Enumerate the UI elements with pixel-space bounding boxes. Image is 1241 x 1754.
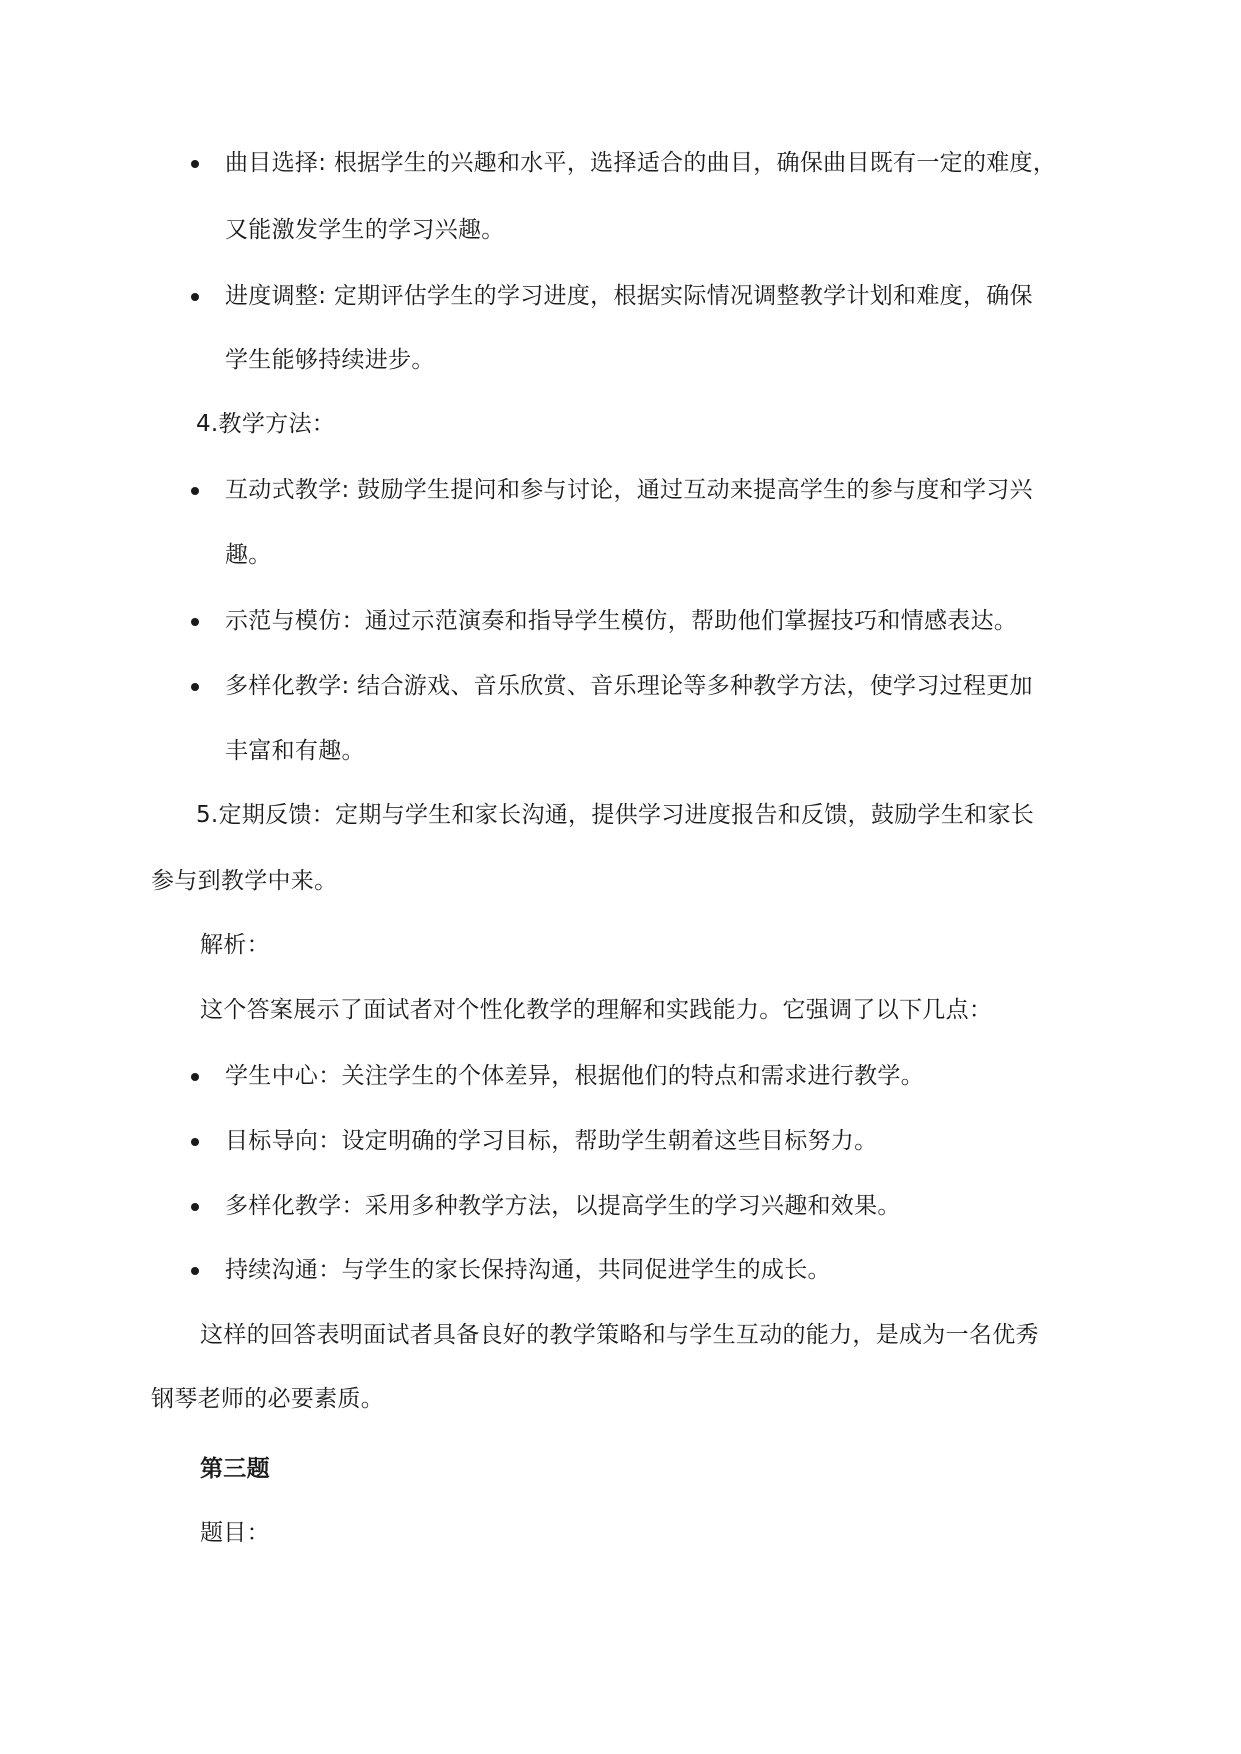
paragraph-text: 钢琴老师的必要素质。 [151,1386,384,1412]
analysis-intro: 这个答案展示了面试者对个性化教学的理解和实践能力。它强调了以下几点： [200,997,993,1023]
paragraph-text: 参与到教学中来。 [151,868,338,894]
bullet-marker [191,1267,199,1275]
bullet-marker [191,683,199,691]
list-item-text: 丰富和有趣。 [225,738,365,764]
question-label: 题目： [200,1520,270,1546]
list-item-text: 进度调整: 定期评估学生的学习进度，根据实际情况调整教学计划和难度，确保 [225,283,1033,309]
list-item-text: 示范与模仿：通过示范演奏和指导学生模仿，帮助他们掌握技巧和情感表达。 [225,608,1018,634]
list-item-text: 又能激发学生的学习兴趣。 [225,217,505,243]
analysis-label: 解析： [200,932,270,958]
list-item-text: 目标导向：设定明确的学习目标，帮助学生朝着这些目标努力。 [225,1128,878,1154]
paragraph-text: 这样的回答表明面试者具备良好的教学策略和与学生互动的能力，是成为一名优秀 [200,1322,1039,1348]
list-item-text: 持续沟通：与学生的家长保持沟通，共同促进学生的成长。 [225,1257,831,1283]
bullet-marker [191,487,199,495]
bullet-marker [191,160,199,168]
list-item-text: 学生能够持续进步。 [225,347,435,373]
bullet-marker [191,293,199,301]
question-title: 第三题 [200,1456,270,1482]
list-item-text: 趣。 [225,542,272,568]
section-heading: 4.教学方法： [196,411,336,437]
bullet-marker [191,1138,199,1146]
list-item-text: 多样化教学: 结合游戏、音乐欣赏、音乐理论等多种教学方法，使学习过程更加 [225,673,1033,699]
paragraph-text: 5.定期反馈：定期与学生和家长沟通，提供学习进度报告和反馈，鼓励学生和家长 [196,802,1035,828]
list-item-text: 学生中心：关注学生的个体差异，根据他们的特点和需求进行教学。 [225,1063,924,1089]
bullet-marker [191,1073,199,1081]
list-item-text: 曲目选择: 根据学生的兴趣和水平，选择适合的曲目，确保曲目既有一定的难度， [225,150,1057,176]
list-item-text: 多样化教学：采用多种教学方法，以提高学生的学习兴趣和效果。 [225,1193,901,1219]
bullet-marker [191,618,199,626]
list-item-text: 互动式教学: 鼓励学生提问和参与讨论，通过互动来提高学生的参与度和学习兴 [225,477,1033,503]
bullet-marker [191,1203,199,1211]
